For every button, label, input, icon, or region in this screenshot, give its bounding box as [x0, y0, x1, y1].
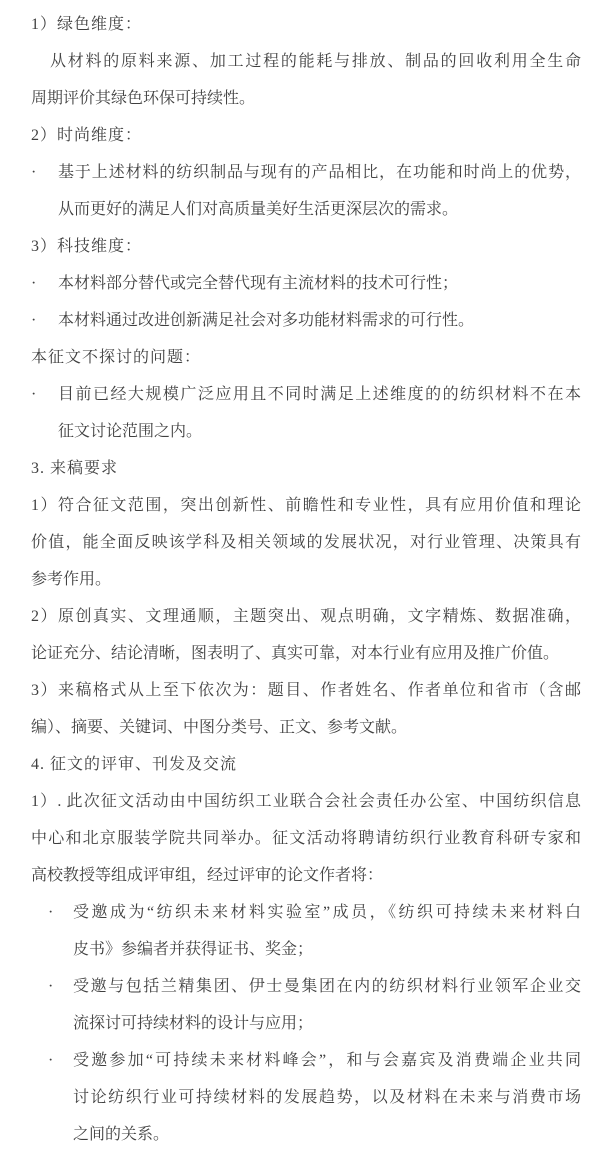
text-line: 流探讨可持续材料的设计与应用；	[73, 1015, 314, 1032]
bullet-icon: ·	[48, 978, 54, 995]
text-line: 中心和北京服装学院共同举办。征文活动将聘请纺织行业教育科研专家和	[31, 830, 581, 847]
text-line: 1）符合征文范围，突出创新性、前瞻性和专业性，具有应用价值和理论	[31, 497, 581, 514]
bullet-icon: ·	[31, 312, 37, 329]
paragraph	[31, 783, 581, 894]
bullet-icon: ·	[31, 275, 37, 292]
heading-line	[31, 228, 581, 265]
nested-bullet-item	[31, 968, 581, 1042]
text-line: 目前已经大规模广泛应用且不同时满足上述维度的的纺织材料不在本	[58, 386, 581, 403]
text-line: 本材料部分替代或完全替代现有主流材料的技术可行性；	[58, 275, 459, 292]
bullet-icon: ·	[31, 164, 37, 181]
text-line: 从而更好的满足人们对高质量美好生活更深层次的需求。	[58, 201, 459, 218]
bullet-icon: ·	[48, 1052, 54, 1069]
text-line: 本征文不探讨的问题：	[31, 349, 202, 366]
heading-line	[31, 6, 581, 43]
text-line: 1）. 此次征文活动由中国纺织工业联合会社会责任办公室、中国纺织信息	[31, 793, 581, 810]
paragraph	[31, 43, 581, 117]
text-line: 周期评价其绿色环保可持续性。	[31, 90, 256, 107]
text-line: 1）绿色维度：	[31, 16, 143, 33]
heading-line	[31, 450, 581, 487]
text-line: 受邀成为“纺织未来材料实验室”成员，《纺织可持续未来材料白	[73, 904, 581, 921]
bullet-item	[31, 154, 581, 228]
nested-bullet-item	[31, 1042, 581, 1153]
text-line: 受邀与包括兰精集团、伊士曼集团在内的纺织材料行业领军企业交	[73, 978, 581, 995]
text-line: 3）科技维度：	[31, 238, 143, 255]
text-line: 本材料通过改进创新满足社会对多功能材料需求的可行性。	[58, 312, 475, 329]
bullet-item	[31, 302, 581, 339]
text-line: 3. 来稿要求	[31, 460, 119, 477]
text-line: 征文讨论范围之内。	[58, 423, 203, 440]
paragraph	[31, 598, 581, 672]
bullet-icon: ·	[31, 386, 37, 403]
text-line: 基于上述材料的纺织制品与现有的产品相比，在功能和时尚上的优势，	[58, 164, 581, 181]
heading-line	[31, 746, 581, 783]
text-line: 价值，能全面反映该学科及相关领域的发展状况，对行业管理、决策具有	[31, 534, 581, 551]
bullet-item	[31, 376, 581, 450]
text-line: 讨论纺织行业可持续材料的发展趋势，以及材料在未来与消费市场	[73, 1089, 581, 1106]
bullet-item	[31, 265, 581, 302]
text-line: 高校教授等组成评审组，经过评审的论文作者将：	[31, 867, 384, 884]
bullet-icon: ·	[48, 904, 54, 921]
text-line: 2）原创真实、文理通顺，主题突出、观点明确，文字精炼、数据准确，	[31, 608, 581, 625]
text-line: 3）来稿格式从上至下依次为：题目、作者姓名、作者单位和省市（含邮	[31, 682, 581, 699]
text-line: 2）时尚维度：	[31, 127, 143, 144]
heading-line	[31, 339, 581, 376]
text-line: 从材料的原料来源、加工过程的能耗与排放、制品的回收利用全生命	[50, 53, 581, 70]
heading-line	[31, 117, 581, 154]
nested-bullet-item	[31, 894, 581, 968]
text-line: 论证充分、结论清晰，图表明了、真实可靠，对本行业有应用及推广价值。	[31, 645, 560, 662]
text-line: 受邀参加“可持续未来材料峰会”，和与会嘉宾及消费端企业共同	[73, 1052, 581, 1069]
paragraph	[31, 487, 581, 598]
text-line: 皮书》参编者并获得证书、奖金；	[73, 941, 314, 958]
text-line: 参考作用。	[31, 571, 112, 588]
text-line: 编）、摘要、关键词、中图分类号、正文、参考文献。	[31, 719, 408, 736]
text-line: 4. 征文的评审、刊发及交流	[31, 756, 238, 773]
text-line: 之间的关系。	[73, 1126, 170, 1143]
paragraph	[31, 672, 581, 746]
